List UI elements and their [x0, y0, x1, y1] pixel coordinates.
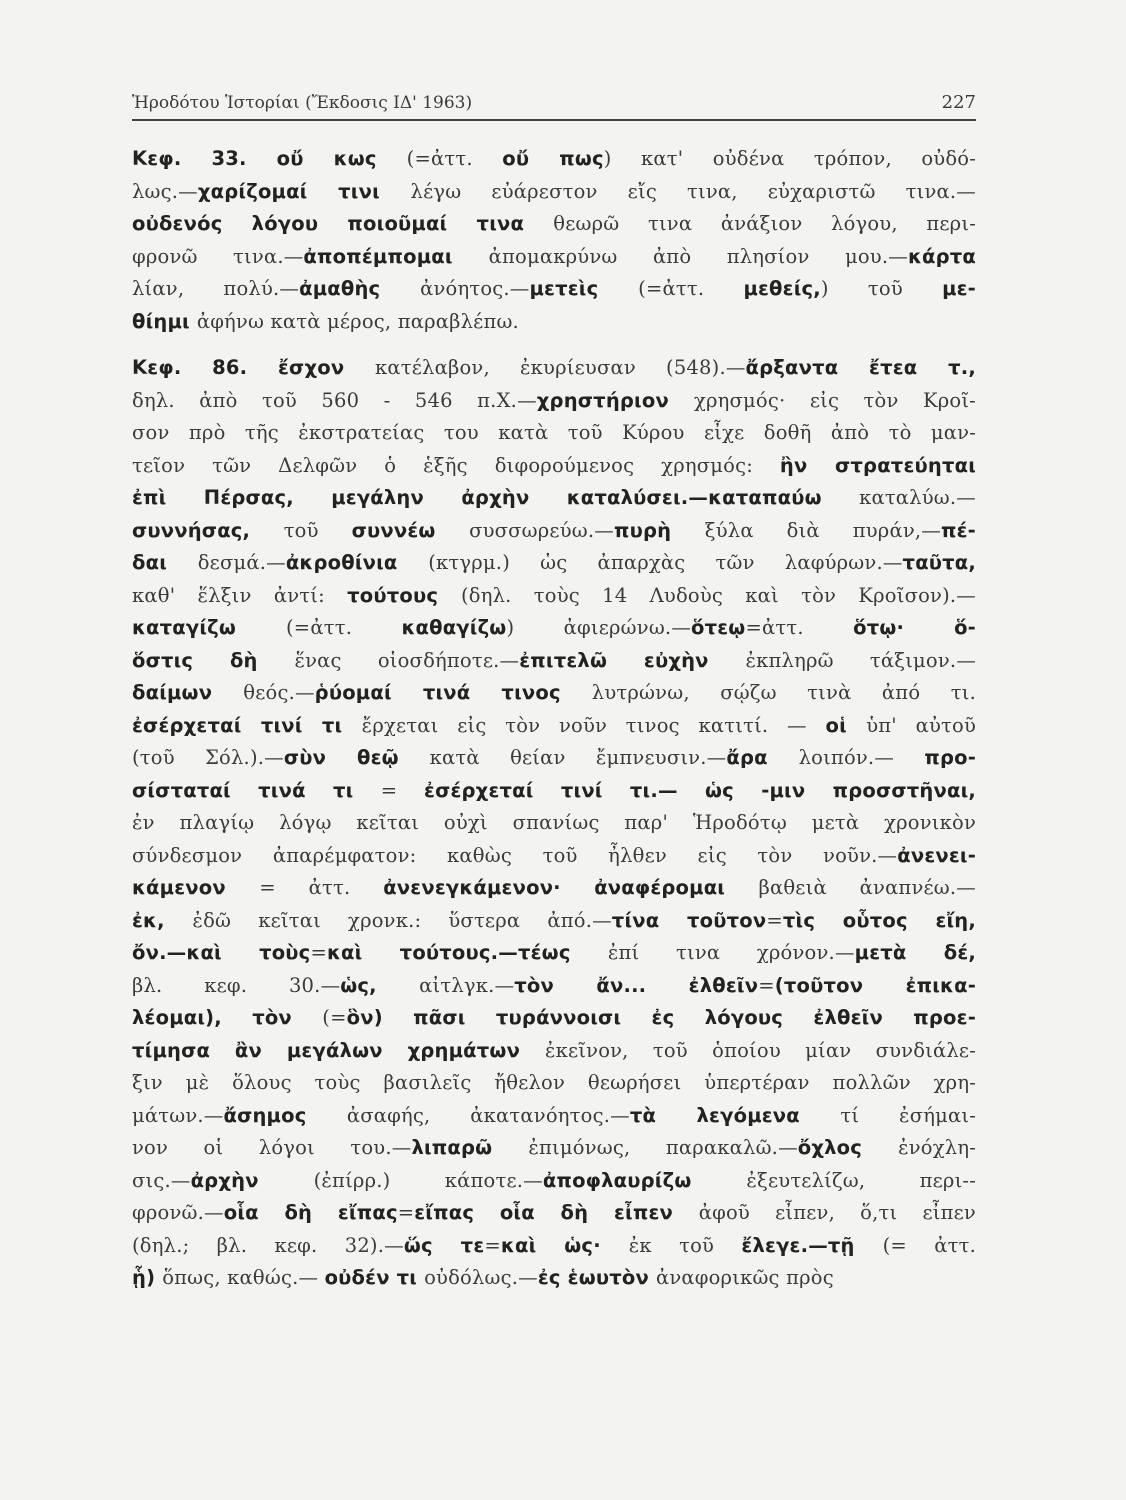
gloss-text: ὑπ' αὐτοῦ	[866, 713, 977, 737]
gloss-text: τοῦ	[283, 518, 352, 542]
gloss-text: φρονῶ.—	[132, 1201, 224, 1224]
gloss-text: τεῖον τῶν Δελφῶν ὁ ἑξῆς διφορούμενος χρησμός:	[132, 453, 780, 477]
text-line	[132, 677, 976, 710]
headword: ἐσέρχεταί τινί τι	[132, 713, 362, 737]
headword: Κεφ. 86. ἔσχον	[132, 356, 376, 379]
gloss-text: ἐπί τινα χρόνον.—	[607, 941, 855, 964]
text-line	[132, 1035, 976, 1068]
headword: ὄν.—καὶ τοὺς	[132, 941, 311, 964]
headword: μετὰ δέ,	[854, 941, 976, 964]
gloss-text: (κτγρμ.) ὡς ἀπαρχὰς τῶν λαφύρων.—	[428, 551, 903, 574]
gloss-text: ἐπιμόνως, παρακαλῶ.—	[528, 1136, 798, 1159]
gloss-text: ) κατ' οὐδένα τρόπον, οὐδό-	[603, 147, 976, 170]
headword: τίνα τοῦτον	[611, 908, 767, 932]
text-line	[132, 241, 976, 274]
text-line	[132, 905, 976, 938]
page-body	[132, 143, 976, 1295]
text-line	[132, 970, 976, 1003]
gloss-text: ἐκπληρῶ τάξιμον.—	[745, 648, 977, 672]
headword: κάμενον	[132, 876, 260, 899]
text-line	[132, 775, 976, 808]
headword: τίμησα ἂν μεγάλων χρημάτων	[132, 1038, 545, 1062]
gloss-text: λυτρώνω, σῴζω τινὰ ἀπό τι.	[591, 681, 976, 704]
text-line	[132, 1262, 976, 1295]
headword: θίημι	[132, 309, 197, 333]
headword: ἄσημος	[223, 1103, 347, 1127]
gloss-text: =	[766, 908, 783, 932]
headword: χαρίζομαί τινι	[197, 179, 411, 203]
headword: προ-	[924, 746, 977, 769]
gloss-text: =	[484, 1233, 501, 1257]
gloss-text: μάτων.—	[132, 1103, 224, 1127]
headword: λέομαι), τὸν	[132, 1006, 323, 1029]
gloss-text: σον πρὸ τῆς ἐκστρατείας του κατὰ τοῦ Κύρου εἶχε δοθῆ ἀπὸ τὸ μαν-	[132, 421, 976, 444]
gloss-text: ὅπως, καθώς.—	[162, 1266, 325, 1289]
gloss-text: (δηλ. τοὺς 14 Λυδοὺς καὶ τὸν Κροῖσον).—	[460, 583, 976, 607]
headword: ὡς,	[340, 973, 420, 997]
headword: ὅτεῳ	[691, 616, 746, 639]
headword: χρηστήριον	[536, 388, 694, 412]
headword: (τοῦτον ἐπικα-	[774, 973, 976, 997]
gloss-text: (=ἀττ.	[286, 616, 402, 639]
gloss-text: ) ἀφιερώνω.—	[506, 616, 692, 639]
text-line	[132, 306, 976, 339]
headword: ἀρχὴν	[190, 1168, 314, 1192]
book-title: Ἡροδότου Ἱστορίαι (Ἔκδοσις ΙΔ' 1963)	[132, 93, 473, 113]
gloss-text: συσσωρεύω.—	[469, 518, 614, 542]
headword: καταγίζω	[132, 616, 286, 639]
headword: ἄρα	[726, 746, 799, 769]
gloss-text: =	[380, 778, 425, 802]
gloss-text: ) τοῦ	[820, 277, 943, 300]
gloss-text: =ἀττ.	[745, 616, 854, 639]
headword: ἀνενεγκάμενον· ἀναφέρομαι	[383, 876, 759, 899]
headword: ῥύομαί τινά τινος	[314, 681, 592, 704]
headword: ᾗ)	[132, 1266, 163, 1289]
page-number: 227	[941, 92, 976, 113]
gloss-text: ξιν μὲ ὅλους τοὺς βασιλεῖς ἤθελον θεωρήσει ὑπερτέραν πολλῶν χρη-	[132, 1071, 976, 1094]
gloss-text: (=ἀττ.	[638, 277, 744, 300]
headword: ἐσέρχεταί τινί τι.— ὡς -μιν προσστῆναι,	[424, 778, 976, 802]
headword: ὄχλος	[797, 1136, 899, 1159]
gloss-text: οὐδόλως.—	[424, 1266, 538, 1289]
headword: οἱ	[825, 713, 867, 737]
text-line	[132, 1230, 976, 1263]
gloss-text: ἕνας οἱοσδήποτε.—	[294, 648, 520, 672]
running-header	[132, 92, 976, 121]
gloss-text: (=ἀττ.	[406, 147, 503, 170]
gloss-text: θεωρῶ τινα ἀνάξιον λόγου, περι-	[553, 212, 976, 235]
headword: οὐδενός λόγου ποιοῦμαί τινα	[132, 212, 554, 235]
gloss-text: (τοῦ Σόλ.).—	[132, 746, 284, 769]
text-line	[132, 417, 976, 450]
headword: με-	[942, 277, 976, 300]
text-line	[132, 352, 976, 385]
gloss-text: ξύλα διὰ πυράν,—	[704, 518, 941, 542]
headword: μεθείς,	[743, 277, 821, 300]
gloss-text: ἐδῶ κεῖται χρονκ.: ὕστερα ἀπό.—	[192, 908, 612, 932]
gloss-text: λίαν, πολύ.—	[132, 277, 300, 300]
headword: λιπαρῶ	[411, 1136, 529, 1159]
text-line	[132, 840, 976, 873]
headword: συννήσας,	[132, 518, 284, 542]
gloss-text: ἀσαφής, ἀκατανόητος.—	[346, 1103, 630, 1127]
text-line	[132, 742, 976, 775]
text-line	[132, 1132, 976, 1165]
gloss-text: χρησμός· εἰς τὸν Κροῖ-	[693, 388, 976, 412]
headword: ἔλεγε.—τῇ	[741, 1233, 883, 1257]
gloss-text: ἀναφορικῶς πρὸς	[655, 1266, 834, 1289]
gloss-text: λως.—	[132, 179, 198, 203]
gloss-text: σις.—	[132, 1168, 191, 1192]
headword: ὃν) πᾶσι τυράννοισι ἐς λόγους ἐλθεῖν προε-	[346, 1006, 976, 1029]
gloss-text: βαθειὰ ἀναπνέω.—	[758, 876, 977, 899]
gloss-text: =	[397, 1201, 415, 1224]
text-line	[132, 1100, 976, 1133]
headword: τὰ λεγόμενα	[629, 1103, 841, 1127]
gloss-text: ἐξευτελίζω, περι--	[746, 1168, 976, 1192]
text-line	[132, 645, 976, 678]
gloss-text: κατέλαβον, ἐκυρίευσαν (548).—	[375, 356, 746, 379]
headword: καθαγίζω	[401, 616, 507, 639]
headword: μετεὶς	[529, 277, 639, 300]
gloss-text: θεός.—	[243, 681, 315, 704]
gloss-text: καθ' ἕλξιν ἀντί:	[132, 583, 348, 607]
headword: δαι	[132, 551, 198, 574]
gloss-text: ἐκ τοῦ	[628, 1233, 742, 1257]
text-line	[132, 1067, 976, 1100]
gloss-text: ἀνόητος.—	[420, 277, 530, 300]
gloss-text: ἀπομακρύνω ἀπὸ πλησίον μου.—	[488, 244, 908, 268]
text-line	[132, 176, 976, 209]
text-line	[132, 580, 976, 613]
paragraph-section	[132, 352, 976, 1295]
text-line	[132, 612, 976, 645]
gloss-text: ἐνόχλη-	[898, 1136, 976, 1159]
gloss-text: ἀφήνω κατὰ μέρος, παραβλέπω.	[196, 309, 519, 333]
headword: οἷα δὴ εἴπας	[223, 1201, 398, 1224]
text-line	[132, 208, 976, 241]
gloss-text: τί ἐσήμαι-	[840, 1103, 976, 1127]
headword: τὸν ἄν... ἐλθεῖν	[514, 973, 759, 997]
headword: καὶ ὡς·	[500, 1233, 629, 1257]
text-line	[132, 482, 976, 515]
headword: ἄρξαντα ἔτεα τ.,	[745, 356, 976, 379]
headword: ἐπὶ Πέρσας, μεγάλην ἀρχὴν καταλύσει.—καταπαύω	[132, 486, 860, 509]
gloss-text: καταλύω.—	[859, 486, 976, 509]
gloss-text: (= ἀττ.	[882, 1233, 976, 1257]
headword: εἴπας οἷα δὴ εἶπεν	[414, 1201, 699, 1224]
gloss-text: βλ. κεφ. 30.—	[132, 973, 341, 997]
text-line	[132, 937, 976, 970]
gloss-text: δεσμά.—	[197, 551, 286, 574]
gloss-text: (=	[322, 1006, 347, 1029]
headword: ταῦτα,	[902, 551, 977, 574]
gloss-text: =	[758, 973, 775, 997]
gloss-text: ἀφοῦ εἶπεν, ὅ,τι εἶπεν	[698, 1201, 976, 1224]
headword: ὅστις δὴ	[132, 648, 295, 672]
headword: σὺν θεῷ	[283, 746, 430, 769]
headword: ἀκροθίνια	[285, 551, 429, 574]
gloss-text: φρονῶ τινα.—	[132, 244, 304, 268]
headword: ἀνενει-	[897, 843, 976, 867]
gloss-text: ἐν πλαγίῳ λόγῳ κεῖται οὐχὶ σπανίως παρ' Ἡροδότῳ μετὰ χρονικὸν	[132, 811, 976, 834]
headword: οὐδέν τι	[324, 1266, 425, 1289]
text-line	[132, 515, 976, 548]
headword: πέ-	[940, 518, 976, 542]
headword: τὶς οὗτος εἴη,	[782, 908, 976, 932]
gloss-text: =	[310, 941, 327, 964]
gloss-text: δηλ. ἀπὸ τοῦ 560 - 546 π.Χ.—	[132, 388, 537, 412]
headword: ἀποφλαυρίζω	[542, 1168, 747, 1192]
headword: κάρτα	[907, 244, 976, 268]
gloss-text: λέγω εὐάρεστον εἴς τινα, εὐχαριστῶ τινα.—	[410, 179, 977, 203]
text-line	[132, 143, 976, 176]
headword: ἢν στρατεύηται	[779, 453, 976, 477]
gloss-text: ἐκεῖνον, τοῦ ὁποίου μίαν συνδιάλε-	[544, 1038, 976, 1062]
headword: οὔ πως	[502, 147, 604, 170]
text-line	[132, 1165, 976, 1198]
headword: ἐπιτελῶ εὐχὴν	[519, 648, 746, 672]
gloss-text: (δηλ.; βλ. κεφ. 32).—	[132, 1233, 404, 1257]
headword: δαίμων	[132, 681, 244, 704]
text-line	[132, 1002, 976, 1035]
headword: ἀμαθὴς	[299, 277, 421, 300]
headword: ἐς ἑωυτὸν	[537, 1266, 656, 1289]
headword: σίσταταί τινά τι	[132, 778, 381, 802]
gloss-text: ἔρχεται εἰς τὸν νοῦν τινος κατιτί. —	[361, 713, 826, 737]
text-line	[132, 273, 976, 306]
text-line	[132, 385, 976, 418]
headword: συννέω	[351, 518, 470, 542]
headword: ὥς τε	[403, 1233, 485, 1257]
headword: Κεφ. 33. οὔ κως	[132, 147, 407, 170]
headword: τούτους	[347, 583, 461, 607]
headword: ὅτῳ· ὅ-	[853, 616, 976, 639]
text-line	[132, 710, 976, 743]
gloss-text: αἰτλγκ.—	[419, 973, 515, 997]
gloss-text: νον οἱ λόγοι του.—	[132, 1136, 412, 1159]
text-line	[132, 547, 976, 580]
headword: ἀποπέμπομαι	[303, 244, 489, 268]
headword: καὶ τούτους.—τέως	[327, 941, 608, 964]
paragraph-section	[132, 143, 976, 338]
headword: ἐκ,	[132, 908, 193, 932]
gloss-text: κατὰ θείαν ἔμπνευσιν.—	[429, 746, 727, 769]
text-line	[132, 450, 976, 483]
gloss-text: = ἀττ.	[259, 876, 384, 899]
gloss-text: σύνδεσμον ἀπαρέμφατον: καθὼς τοῦ ἦλθεν εἰς τὸν νοῦν.—	[132, 843, 898, 867]
gloss-text: λοιπόν.—	[798, 746, 925, 769]
text-line	[132, 807, 976, 840]
headword: πυρὴ	[614, 518, 705, 542]
gloss-text: (ἐπίρρ.) κάποτε.—	[313, 1168, 543, 1192]
text-line	[132, 872, 976, 905]
text-line	[132, 1197, 976, 1230]
